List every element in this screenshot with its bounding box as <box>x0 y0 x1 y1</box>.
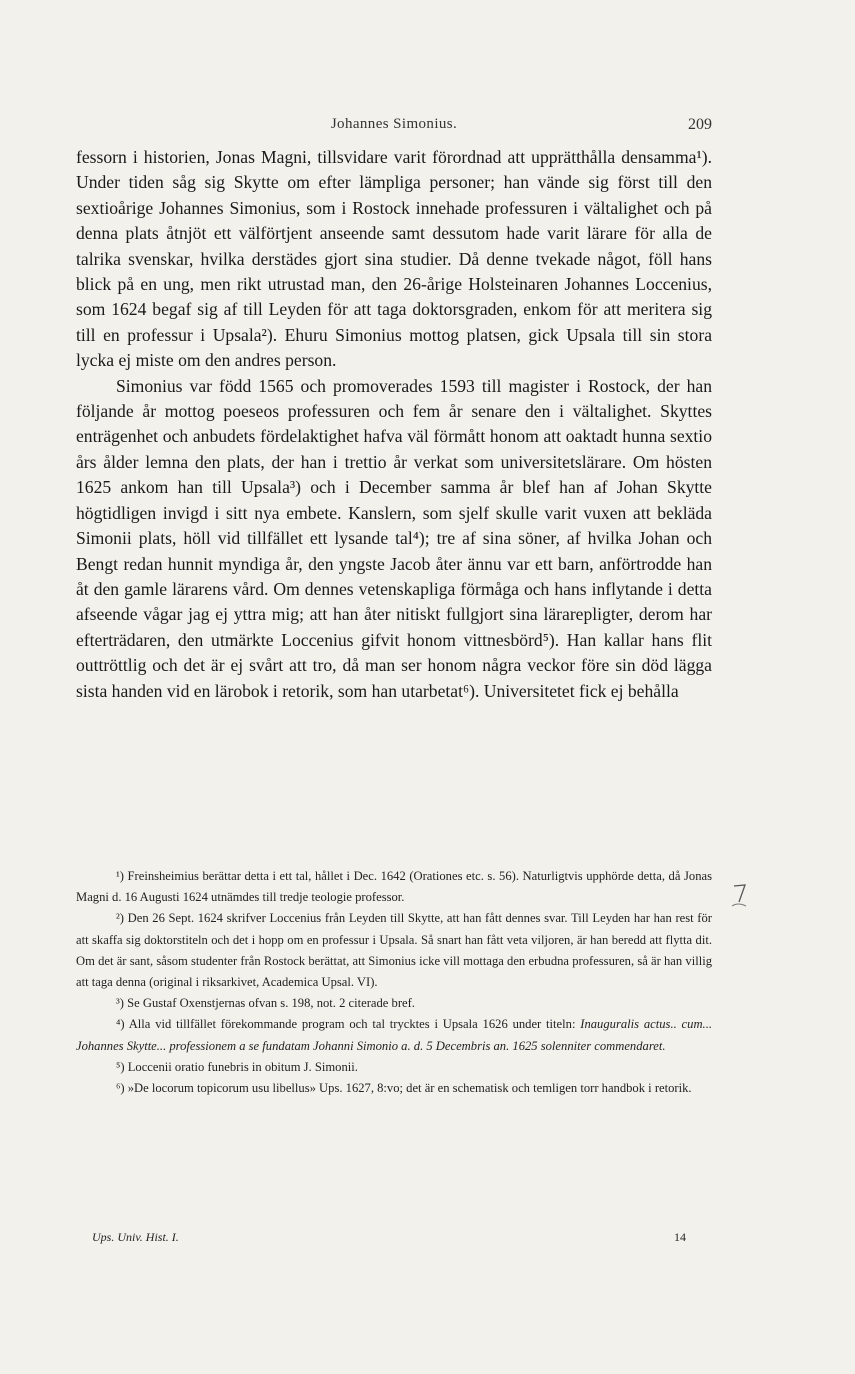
footnote-1: ¹) Freinsheimius berättar detta i ett tal, hållet i Dec. 1642 (Orationes etc. s. 56). Naturligtvis upphörde detta, då Jonas Magni d. 16 Augusti 1624 utnämdes till tredje teologie professor. <box>76 869 712 905</box>
paragraph-2: Simonius var född 1565 och promoverades 1593 till magister i Rostock, der han följande år mottog poeseos professuren och fem år senare den i vältalighet. Skyttes enträgenhet och anbudets fördelaktighet hafva väl förmått honom att oaktadt hunna sextio års ålder lemna den plats, der han i trettio år verkat som universitetslärare. Om hösten 1625 ankom han till Upsala³) och i December samma år blef han af Johan Skytte högtidligen invigd i sitt nya embete. Kanslern, som sjelf skulle varit vuxen att bekläda Simonii plats, höll vid tillfället ett lysande tal⁴); tre af sina söner, af hvilka Johan och Bengt redan hunnit myndiga år, den yngste Jacob åter ännu var ett barn, anförtrodde han åt den gamle lärarens vård. Om dennes vetenskapliga förmåga och hans inflytande i detta afseende vågar jag ej yttra mig; att han åter nitiskt fullgjort sina lärarepligter, derom har efterträdaren, den utmärkte Loccenius gifvit honom vittnesbörd⁵). Han kallar hans flit outtröttlig och det är ej svårt att tro, då man ser honom några veckor före sin död lägga sista handen vid en lärobok i retorik, som han utarbetat⁶). Universitetet fick ej behålla <box>76 375 712 701</box>
margin-pencil-mark-icon <box>730 880 750 910</box>
signature-number: 14 <box>674 1230 686 1244</box>
footnote-5: ⁵) Loccenii oratio funebris in obitum J. Simonii. <box>116 1059 358 1074</box>
footnote-4-text: ⁴) Alla vid tillfället förekommande program och tal trycktes i Upsala 1626 under titeln: <box>116 1017 581 1032</box>
paragraph-1: fessorn i historien, Jonas Magni, tillsvidare varit förordnad att upprätthålla densamma¹). Under tiden såg sig Skytte om efter lämpliga personer; han vände sig först till den sextioårige Johannes Simonius, som i Rostock innehade professuren i vältalighet och på denna plats åtnjöt ett välförtjent anseende samt dessutom hade varit lärare för alla de talrika svenskar, hvilka derstädes gjort sina studier. Då denne tvekade något, föll hans blick på en ung, men rikt utrustad man, den 26-årige Holsteinaren Johannes Loccenius, som 1624 begaf sig af till Leyden för att taga doktorsgraden, enkom för att meritera sig till en professur i Upsala²). Ehuru Simonius mottog platsen, gick Upsala till sin stora lycka ej miste om den andres person. <box>76 147 712 371</box>
page-number: 209 <box>688 116 712 133</box>
page-header <box>76 116 712 138</box>
footnote-2: ²) Den 26 Sept. 1624 skrifver Loccenius från Leyden till Skytte, att han fått dennes svar. Till Leyden har han rest för att skaffa sig doktorstiteln och det i hopp om en professur i Upsala. Så snart han fått veta viljoren, är han beredd att flytta dit. Om det är sant, såsom studenter från Rostock berättat, att Simonius icke vill mottaga den erbudna professuren, så är han villig att taga denna (original i riksarkivet, Academica Upsal. VI). <box>76 911 712 990</box>
body-text <box>76 145 712 704</box>
signature-title: Ups. Univ. Hist. I. <box>92 1230 179 1244</box>
footnote-3: ³) Se Gustaf Oxenstjernas ofvan s. 198, not. 2 citerade bref. <box>116 996 415 1011</box>
footnote-6: ⁶) »De locorum topicorum usu libellus» Ups. 1627, 8:vo; det är en schematisk och temligen torr handbok i retorik. <box>116 1081 692 1096</box>
footnote-4 <box>76 1014 712 1056</box>
footnotes <box>76 866 712 1099</box>
running-title: Johannes Simonius. <box>330 116 458 132</box>
footnote-4-title: Inauguralis actus.. cum... Johannes Skytte... professionem a se fundatam Johanni Simonio a. d. 5 Decembris an. 1625 solenniter commendaret. <box>76 1017 712 1053</box>
